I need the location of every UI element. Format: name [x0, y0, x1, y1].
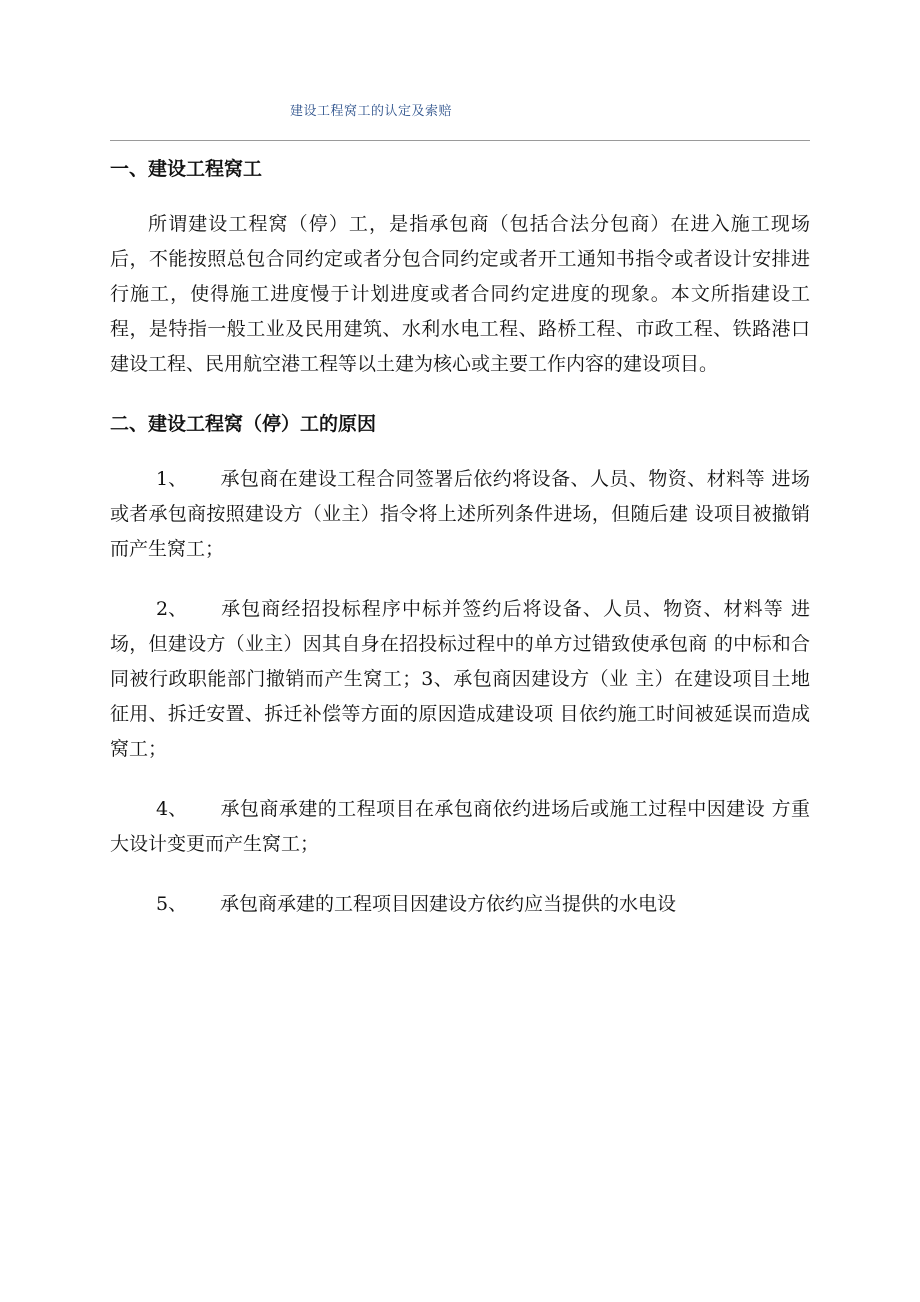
document-header-title: 建设工程窝工的认定及索赔	[290, 104, 453, 119]
list-item-text: 承包商承建的工程项目在承包商依约进场后或施工过程中因建设 方重大设计变更而产生窝工；	[110, 798, 810, 855]
list-item-number: 2、	[156, 598, 188, 620]
list-item-number: 1、	[156, 468, 188, 490]
header-divider	[110, 140, 810, 141]
section-1-paragraph: 所谓建设工程窝（停）工，是指承包商（包括合法分包商）在进入施工现场后，不能按照总包合同约定或者分包合同约定或者开工通知书指令或者设计安排进行施工，使得施工进度慢于计划进度或者合同约定进度的现象。本文所指建设工程，是特指一般工业及民用建筑、水利水电工程、路桥工程、市政工程、铁路港口建设工程、民用航空港工程等以土建为核心或主要工作内容的建设项目。	[110, 213, 810, 375]
list-item-text: 承包商在建设工程合同签署后依约将设备、人员、物资、材料等 进场或者承包商按照建设方（业主）指令将上述所列条件进场，但随后建 设项目被撤销而产生窝工；	[110, 468, 810, 560]
list-item-1	[110, 462, 810, 567]
list-item-text: 承包商经招投标程序中标并签约后将设备、人员、物资、材料等 进场，但建设方（业主）因其自身在招投标过程中的单方过错致使承包商 的中标和合同被行政职能部门撤销而产生窝工；3、承包商因建设方（业 主）在建设项目土地征用、拆迁安置、拆迁补偿等方面的原因造成建设项 目依约施工时间被延误而造成窝工；	[110, 598, 810, 760]
list-item-5	[110, 887, 810, 922]
document-body	[110, 152, 810, 922]
list-item-number: 5、	[156, 893, 188, 915]
section-1-heading: 一、建设工程窝工	[110, 158, 263, 180]
list-item-4	[110, 792, 810, 862]
list-item-number: 4、	[156, 798, 188, 820]
list-item-text: 承包商承建的工程项目因建设方依约应当提供的水电设	[220, 893, 677, 915]
section-2-heading: 二、建设工程窝（停）工的原因	[110, 413, 377, 435]
list-item-2	[110, 592, 810, 767]
